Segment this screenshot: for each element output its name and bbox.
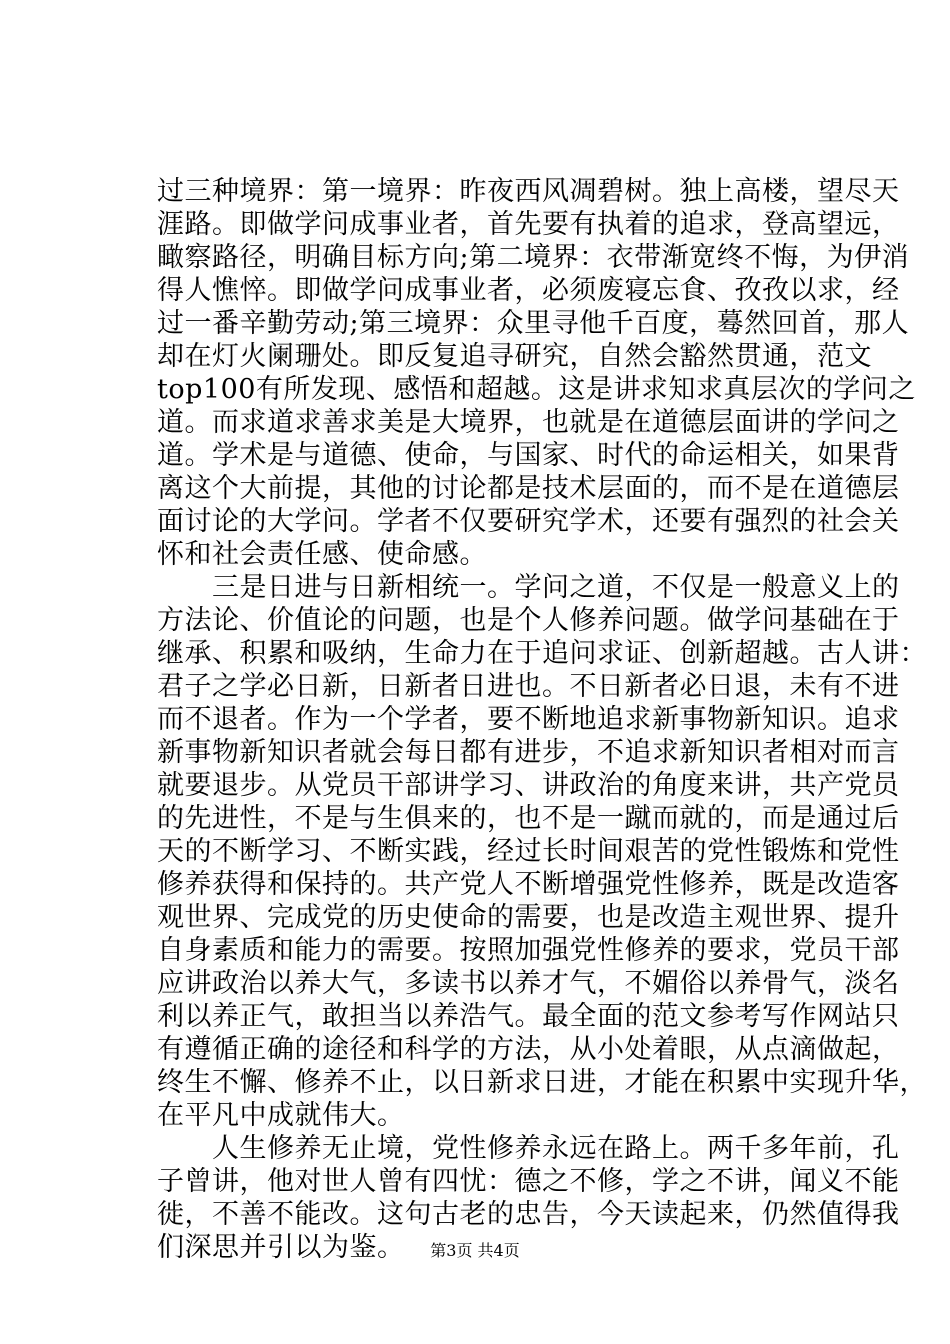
text-line: 自身素质和能力的需要。按照加强党性修养的要求，党员干部 [157, 935, 900, 966]
text-line: 新事物新知识者就会每日都有进步，不追求新知识者相对而言 [157, 737, 900, 768]
text-line: 继承、积累和吸纳，生命力在于追问求证、创新超越。古人讲： [157, 638, 927, 669]
text-line: 瞰察路径，明确目标方向;第二境界：衣带渐宽终不悔，为伊消 [157, 242, 910, 273]
text-line: 的先进性，不是与生俱来的，也不是一蹴而就的，而是通过后 [157, 803, 900, 834]
text-line: 终生不懈、修养不止，以日新求日进，才能在积累中实现升华， [157, 1067, 927, 1098]
text-line: 修养获得和保持的。共产党人不断增强党性修养，既是改造客 [157, 869, 900, 900]
body-text [157, 175, 927, 1264]
text-line: 君子之学必日新，日新者日进也。不日新者必日退，未有不进 [157, 671, 900, 702]
text-line: 怀和社会责任感、使命感。 [157, 539, 487, 570]
text-line: 在平凡中成就伟大。 [157, 1100, 405, 1131]
text-line: top100有所发现、感悟和超越。这是讲求知求真层次的学问之 [157, 374, 916, 405]
text-line: 有遵循正确的途径和科学的方法，从小处着眼，从点滴做起， [157, 1034, 900, 1065]
text-line: 过三种境界：第一境界：昨夜西风凋碧树。独上高楼，望尽天 [157, 176, 900, 207]
page-number-footer: 第3页 共4页 [430, 1241, 520, 1260]
text-line: 而不退者。作为一个学者，要不断地追求新事物新知识。追求 [157, 704, 900, 735]
text-line: 离这个大前提，其他的讨论都是技术层面的，而不是在道德层 [157, 473, 900, 504]
text-line: 涯路。即做学问成事业者，首先要有执着的追求，登高望远， [157, 209, 900, 240]
text-line: 道。而求道求善求美是大境界，也就是在道德层面讲的学问之 [157, 407, 900, 438]
text-line: 利以养正气，敢担当以养浩气。最全面的范文参考写作网站只 [157, 1001, 900, 1032]
text-line: 三是日进与日新相统一。学问之道，不仅是一般意义上的 [157, 572, 900, 603]
text-line: 们深思并引以为鉴。 [157, 1232, 405, 1263]
text-line: 就要退步。从党员干部讲学习、讲政治的角度来讲，共产党员 [157, 770, 900, 801]
text-line: 道。学术是与道德、使命，与国家、时代的命运相关，如果背 [157, 440, 900, 471]
text-line: 方法论、价值论的问题，也是个人修养问题。做学问基础在于 [157, 605, 900, 636]
text-line: 得人憔悴。即做学问成事业者，必须废寝忘食、孜孜以求，经 [157, 275, 900, 306]
text-line: 人生修养无止境，党性修养永远在路上。两千多年前，孔 [157, 1133, 900, 1164]
text-line: 徙，不善不能改。这句古老的忠告，今天读起来，仍然值得我 [157, 1199, 900, 1230]
text-line: 观世界、完成党的历史使命的需要，也是改造主观世界、提升 [157, 902, 900, 933]
text-line: 却在灯火阑珊处。即反复追寻研究，自然会豁然贯通，范文 [157, 341, 872, 372]
text-line: 天的不断学习、不断实践，经过长时间艰苦的党性锻炼和党性 [157, 836, 900, 867]
text-line: 应讲政治以养大气，多读书以养才气，不媚俗以养骨气，淡名 [157, 968, 900, 999]
text-line: 子曾讲，他对世人曾有四忧：德之不修，学之不讲，闻义不能 [157, 1166, 900, 1197]
text-line: 面讨论的大学问。学者不仅要研究学术，还要有强烈的社会关 [157, 506, 900, 537]
text-line: 过一番辛勤劳动;第三境界：众里寻他千百度，蓦然回首，那人 [157, 308, 910, 339]
